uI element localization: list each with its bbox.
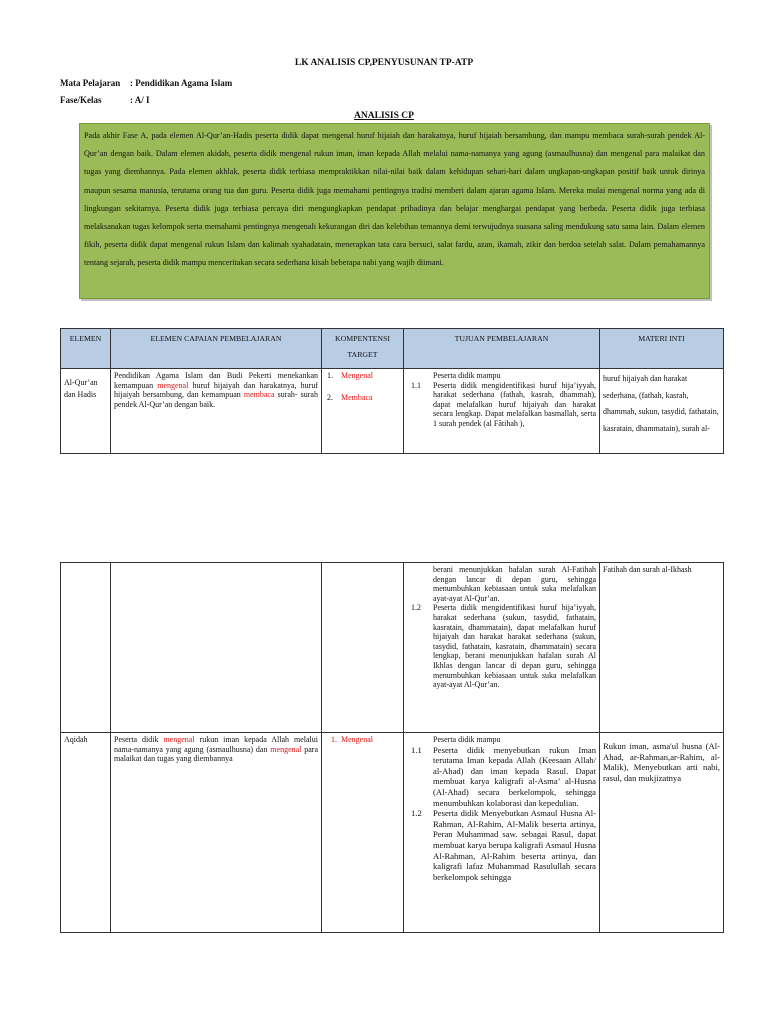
- document-title: LK ANALISIS CP,PENYUSUNAN TP-ATP: [294, 58, 474, 68]
- phase-label: Fase/Kelas: [60, 95, 102, 105]
- phase-value: : A/ I: [130, 95, 150, 105]
- kompetensi-number: 1.: [327, 371, 333, 380]
- kompetensi-quran-hadis: [322, 369, 404, 454]
- materi-aqidah-text: Rukun iman, asma'ul husna (Al-Ahad, ar-Rahman,ar-Rahim, al-Malik), Menyebutkan arti nabi, rasul, dan mukjizatnya: [603, 741, 720, 783]
- capaian-text-2: rukun iman kepada Allah melalui nama-namanya yang agung (asmaulhusna) dan: [114, 735, 319, 754]
- header-kompetensi: KOMPENTENSI TARGET: [322, 329, 404, 369]
- kompetensi-number: 2.: [327, 392, 333, 402]
- capaian-quran-hadis: [111, 369, 322, 454]
- meta-subject: [60, 78, 232, 88]
- elemen-aqidah: Aqidah: [61, 733, 111, 933]
- capaian-empty: [111, 563, 322, 733]
- tujuan-1-2-text: Peserta didik mengidentifikasi huruf hija’iyyah, harakat sederhana (sukun, tasydid, fathatain, kasratain, dhammatain), dapat melafalkan huruf hijaiyah dan harakat harakat sederhana (sukun, tasydid, fathatain, kasratain, dhammatain) secara lengkap, berani menunjukkan hafalan surah Al Ikhlas dengan lancar di depan guru, sehingga menumbuhkan kebiasaan untuk suka melafalkan ayat-ayat Al-Qur’an.: [433, 603, 596, 690]
- capaian-text-3: surah- surah pendek Al-Qur’an dengan baik.: [114, 390, 318, 409]
- capaian-text-1: Pendidikan Agama Islam dan Budi Pekerti menekankan kemampuan: [114, 371, 318, 390]
- elemen-quran-hadis: Al-Qur’an dan Hadis: [64, 378, 98, 399]
- tujuan-number: 1.1: [411, 744, 422, 755]
- analisis-cp-text: Pada akhir Fase A, pada elemen Al-Qur’an-Hadis peserta didik dapat mengenal huruf hijaiah dan harakatnya, huruf hijaiah bersambung, dan mampu membaca surah-surah pendek Al-Qur’an dengan baik. Dalam elemen akidah, peserta didik mengenal rukun iman, iman kepada Allah melalui nama-namanya yang agung (asmaulhusna) dan mengenal para malaikat dan tugas yang diembannya. Pada elemen akhlak, peserta didik terbiasa mempraktikkan nilai-nilai baik dalam kehidupan sehari-hari dalam ungkapan-ungkapan positif baik untuk dirinya maupun sesama manusia, terutama orang tua dan guru. Peserta didik juga memahami pentingnya tradisi memberi dalam ajaran agama Islam. Mereka mulai mengenal norma yang ada di lingkungan sekitarnya. Peserta didik juga terbiasa percaya diri mengungkapkan pendapat pribadinya dan belajar menghargai pendapat yang berbeda. Peserta didik juga terbiasa melaksanakan tugas kelompok serta memahami pentingnya mengenali kekurangan diri dan kelebihan temannya demi terwujudnya suasana saling mendukung satu sama lain. Dalam elemen fikih, peserta didik dapat mengenal rukun Islam dan kalimah syahadatain, menerapkan tata cara bersuci, salat fardu, azan, ikamah, zikir dan berdoa setelah salat. Dalam pemahamannya tentang sejarah, peserta didik mampu menceritakan secara sederhana kisah beberapa nabi yang wajib diimani.: [84, 131, 705, 268]
- kompetensi-mengenal: Mengenal: [341, 371, 373, 380]
- kompetensi-membaca: Membaca: [341, 392, 373, 402]
- tujuan-number: 1.2: [411, 808, 422, 819]
- header-elemen: ELEMEN: [61, 329, 111, 369]
- tujuan-aqidah-1-2-text: Peserta didik Menyebutkan Asmaul Husna Al-Rahman, Al-Rahim, Al-Malik beserta artinya, Peran Muhammad saw. sebagai Rasul, dapat membuat karya berupa kaligrafi Asmaul Husna Al-Rahman, Al-Rahim beserta artinya, dan kaligrafi lafaz Muhammad Rasulullah secara berkelompok sehingga: [433, 808, 596, 882]
- tujuan-quran-hadis-cont: [404, 563, 600, 733]
- materi-quran-hadis: huruf hijaiyah dan harakat sederhana, (fathah, kasrah, dhammah, sukun, tasydid, fathatain, kasratain, dhammatain), surah al-: [600, 369, 724, 454]
- subject-value: : Pendidikan Agama Islam: [130, 78, 233, 88]
- tujuan-number: 1.1: [411, 380, 421, 390]
- capaian-keyword-mengenal: mengenal: [163, 735, 195, 744]
- subject-label: Mata Pelajaran: [60, 78, 121, 88]
- capaian-text-3: para malaikat dan tugas yang diembannya: [114, 744, 318, 764]
- header-capaian: ELEMEN CAPAIAN PEMBELAJARAN: [111, 329, 322, 369]
- capaian-text-1: Peserta didik: [114, 735, 164, 744]
- meta-phase: [60, 95, 150, 105]
- tujuan-aqidah: [404, 733, 600, 933]
- tujuan-intro: Peserta didik mampu: [433, 735, 501, 744]
- kompetensi-mengenal: Mengenal: [341, 735, 373, 744]
- tujuan-number: 1.2: [411, 603, 421, 613]
- cp-table-part-1: [60, 328, 724, 454]
- capaian-keyword-mengenal: mengenal: [157, 380, 189, 390]
- kompetensi-empty: [322, 563, 404, 733]
- capaian-keyword-membaca: membaca: [243, 390, 275, 400]
- tujuan-1-1-continued: berani menunjukkan hafalan surah Al-Fatihah dengan lancar di depan guru, sehingga menumbuhkan kebiasaan untuk suka melafalkan ayat-ayat Al-Qur’an.: [433, 565, 596, 603]
- tujuan-aqidah-1-1-text: Peserta didik menyebutkan rukun Iman terutama Iman kepada Allah (Keesaan Allah/ al-Ahad) dan iman kepada Rasul. Dapat membuat karya kaligrafi al-Asma’ al-Husna (Al-Ahad) secara berkelompok, sehingga menumbuhkan kolaborasi dan kepedulian.: [433, 744, 596, 808]
- analisis-cp-box: [79, 123, 710, 299]
- capaian-keyword-mengenal-2: mengenal: [270, 744, 302, 754]
- materi-aqidah: [600, 733, 724, 933]
- cp-table-part-2: [60, 562, 724, 933]
- tujuan-quran-hadis: [404, 369, 600, 454]
- header-materi: MATERI INTI: [600, 329, 724, 369]
- header-tujuan: TUJUAN PEMBELAJARAN: [404, 329, 600, 369]
- elemen-empty: [61, 563, 111, 733]
- capaian-text-2: huruf hijaiyah dan harakatnya, huruf hijaiyah bersambung, dan kemampuan: [114, 380, 318, 400]
- kompetensi-number: 1.: [331, 735, 337, 744]
- tujuan-intro: Peserta didik mampu: [433, 371, 501, 380]
- materi-quran-hadis-cont: Fatihah dan surah al-Ikhash: [600, 563, 724, 733]
- kompetensi-aqidah: [322, 733, 404, 933]
- capaian-aqidah: [111, 733, 322, 933]
- tujuan-1-1-text: Peserta didik mengidentifikasi huruf hija’iyyah, harakat sederhana (fathah, kasrah, dhammah), dapat melafalkan huruf hijaiyah dan harakat secara lengkap. Dapat melafalkan basmallah, serta 1 surah pendek (al Fātihah ),: [433, 380, 596, 428]
- analisis-cp-title: ANALISIS CP: [354, 111, 414, 121]
